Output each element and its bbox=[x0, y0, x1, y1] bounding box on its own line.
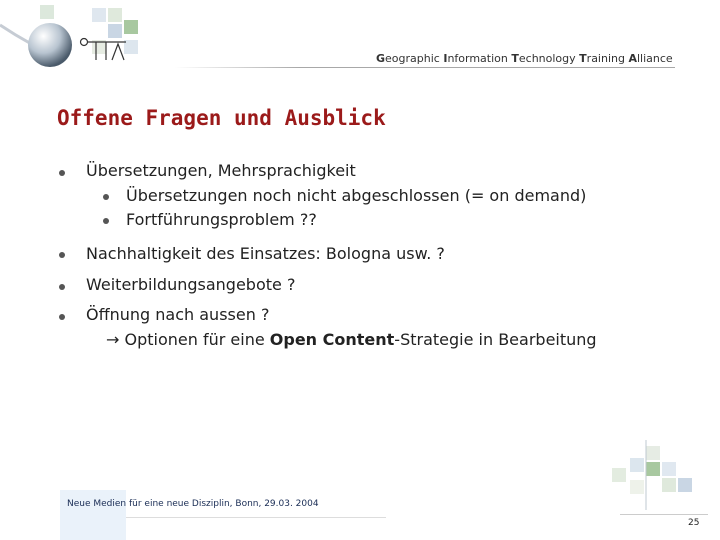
arrow-line-bold: Open Content bbox=[269, 330, 395, 349]
slide-title: Offene Fragen und Ausblick bbox=[57, 106, 386, 130]
org-name-rest: raining bbox=[586, 52, 629, 65]
bullet-item: Übersetzungen, Mehrsprachigkeit bbox=[86, 161, 356, 180]
bullet-dot-icon bbox=[59, 314, 65, 320]
sub-bullet-item: Übersetzungen noch nicht abgeschlossen (= on demand) bbox=[126, 186, 587, 205]
footer-box bbox=[60, 490, 126, 540]
org-name-initial: G bbox=[376, 52, 386, 65]
bullet-dot-icon bbox=[103, 218, 109, 224]
bullet-dot-icon bbox=[59, 252, 65, 258]
org-name-rest: lliance bbox=[637, 52, 673, 65]
bullet-dot-icon bbox=[59, 170, 65, 176]
org-name-rest: echnology bbox=[518, 52, 580, 65]
arrow-line-pre: Optionen für eine bbox=[124, 330, 270, 349]
gitta-logo-icon bbox=[0, 0, 160, 75]
bullet-dot-icon bbox=[103, 194, 109, 200]
bullet-dot-icon bbox=[59, 284, 65, 290]
arrow-right-icon: → bbox=[106, 330, 120, 349]
footer-divider bbox=[126, 517, 386, 518]
header-divider bbox=[175, 67, 675, 68]
sub-bullet-item: Fortführungsproblem ?? bbox=[126, 210, 317, 229]
org-name-rest: eographic bbox=[385, 52, 444, 65]
org-name-initial: A bbox=[628, 52, 637, 65]
organization-name bbox=[376, 52, 673, 65]
bullet-item: Nachhaltigkeit des Einsatzes: Bologna usw. ? bbox=[86, 244, 445, 263]
page-number: 25 bbox=[688, 518, 700, 528]
page-number-divider bbox=[620, 514, 708, 515]
decorative-squares-icon bbox=[600, 440, 700, 510]
org-name-rest: nformation bbox=[447, 52, 512, 65]
org-name-initial: T bbox=[579, 52, 587, 65]
arrow-line bbox=[106, 330, 597, 349]
footer-text: Neue Medien für eine neue Disziplin, Bonn, 29.03. 2004 bbox=[67, 499, 319, 509]
bullet-item: Weiterbildungsangebote ? bbox=[86, 275, 296, 294]
bullet-item: Öffnung nach aussen ? bbox=[86, 305, 270, 324]
org-name-initial: I bbox=[443, 52, 448, 65]
arrow-line-post: -Strategie in Bearbeitung bbox=[394, 330, 597, 349]
org-name-initial: T bbox=[511, 52, 519, 65]
